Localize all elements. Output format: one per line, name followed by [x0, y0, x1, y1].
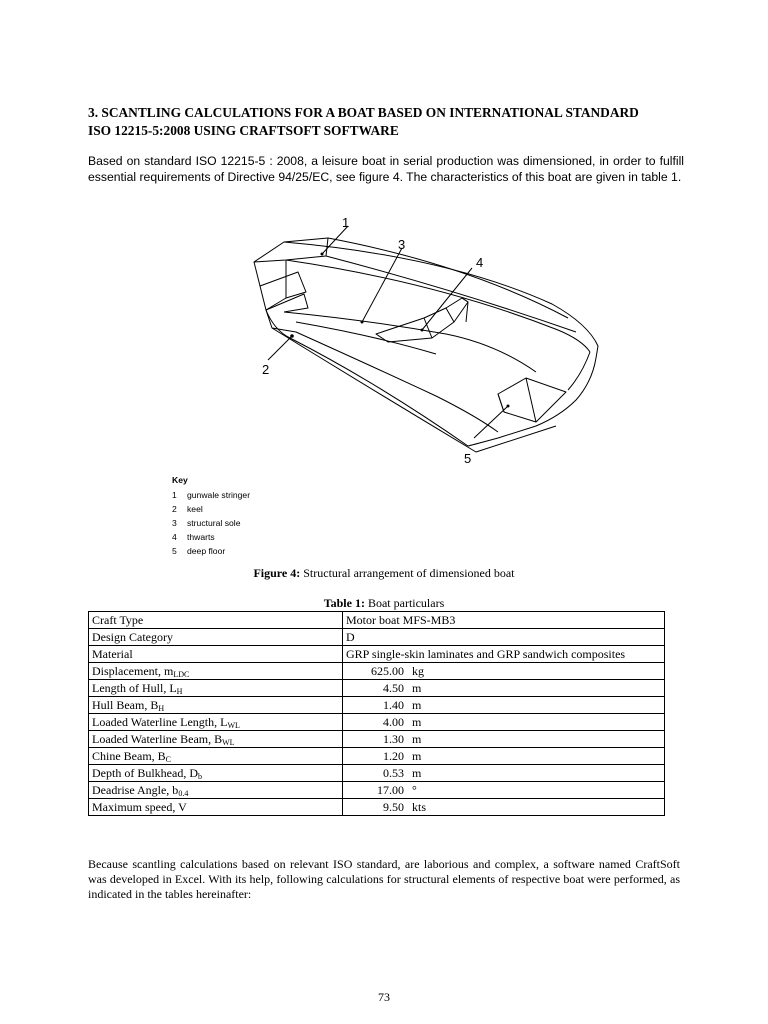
thwart-top: [424, 318, 432, 338]
hull-bottom: [266, 310, 468, 446]
value-unit: m: [412, 698, 422, 712]
label-text: Loaded Waterline Length, L: [92, 715, 228, 729]
table-row: [89, 782, 665, 799]
value-unit: °: [412, 783, 417, 797]
figure-caption-label: Figure 4:: [253, 566, 301, 580]
label-subscript: WL: [222, 738, 235, 747]
boat-drawing: [236, 212, 616, 472]
row-label: [89, 663, 343, 680]
key-item: [172, 544, 372, 558]
key-label: keel: [187, 504, 203, 514]
leader-3: [362, 248, 402, 322]
leader-2: [268, 336, 292, 360]
value-number: 0.53: [383, 766, 404, 780]
key-item: [172, 488, 372, 502]
table-row: [89, 748, 665, 765]
value-number: 1.20: [383, 749, 404, 763]
row-label: [89, 782, 343, 799]
closing-paragraph: Because scantling calculations based on relevant ISO standard, are laborious and complex, a software named CraftSoft was developed in Excel. With its help, following calculations for structural elements of respective boat were performed, as indicated in the tables hereinafter:: [88, 857, 680, 901]
key-number: 3: [172, 518, 177, 528]
value-unit: kts: [412, 800, 427, 814]
label-subscript: LDC: [173, 670, 190, 679]
label-text: Displacement, m: [92, 664, 174, 678]
value-number: 4.00: [383, 715, 404, 729]
table-row: [89, 731, 665, 748]
label-subscript: 0.4: [178, 789, 189, 798]
sheer-line: [284, 242, 598, 358]
stern-floor-2: [266, 294, 308, 312]
deep-floor-inner: [526, 378, 536, 422]
row-label: [89, 629, 343, 646]
key-label: thwarts: [187, 532, 215, 542]
sole-line: [284, 312, 536, 372]
row-value: [343, 799, 665, 816]
row-label: [89, 612, 343, 629]
boat-particulars-table: [88, 611, 665, 816]
label-text: Depth of Bulkhead, D: [92, 766, 198, 780]
table-row: [89, 646, 665, 663]
figure-caption: [0, 566, 768, 581]
heading-line-1: 3. SCANTLING CALCULATIONS FOR A BOAT BASED ON INTERNATIONAL STANDARD: [88, 105, 639, 120]
table-caption-label: Table 1:: [323, 596, 365, 610]
leader-dot-1: [321, 253, 324, 256]
table-row: [89, 714, 665, 731]
label-subscript: C: [165, 755, 172, 764]
value-unit: m: [412, 681, 422, 695]
key-number: 2: [172, 504, 177, 514]
label-subscript: H: [176, 687, 183, 696]
label-subscript: WL: [227, 721, 240, 730]
value-unit: m: [412, 732, 422, 746]
label-text: Deadrise Angle, b: [92, 783, 179, 797]
label-text: Length of Hull, L: [92, 681, 177, 695]
row-value: [343, 765, 665, 782]
key-item: [172, 516, 372, 530]
row-value: [343, 782, 665, 799]
label-text: Loaded Waterline Beam, B: [92, 732, 223, 746]
label-text: Material: [92, 647, 133, 661]
row-value: [343, 731, 665, 748]
gunwale-inner: [328, 238, 568, 318]
thwart-side: [446, 308, 454, 322]
value-number: 17.00: [377, 783, 404, 797]
boat-structure-figure: [236, 212, 616, 472]
value-number: 1.30: [383, 732, 404, 746]
row-label: [89, 680, 343, 697]
row-label: [89, 714, 343, 731]
row-value: [343, 714, 665, 731]
callout-1: 1: [342, 215, 350, 230]
chine-line: [266, 310, 498, 432]
value-unit: m: [412, 715, 422, 729]
row-label: [89, 697, 343, 714]
row-value: [343, 629, 665, 646]
value-unit: m: [412, 766, 422, 780]
table-row: [89, 697, 665, 714]
section-heading: [88, 104, 688, 140]
page-number: 73: [378, 990, 390, 1004]
transom-face: [254, 260, 286, 310]
row-value: [343, 646, 665, 663]
value-number: 9.50: [383, 800, 404, 814]
key-item: [172, 530, 372, 544]
row-value: [343, 748, 665, 765]
key-label: deep floor: [187, 546, 226, 556]
key-number: 1: [172, 490, 177, 500]
label-text: Maximum speed, V: [92, 800, 187, 814]
value-text: GRP single-skin laminates and GRP sandwich composites: [346, 647, 626, 661]
value-text: Motor boat MFS-MB3: [346, 613, 456, 627]
sole-edge: [296, 322, 436, 354]
stern-floor: [260, 272, 306, 298]
transom-outline: [254, 238, 328, 262]
label-subscript: H: [158, 704, 165, 713]
leader-dot-2: [290, 334, 294, 338]
label-text: Design Category: [92, 630, 173, 644]
table-caption-text: Boat particulars: [364, 596, 445, 610]
table-row: [89, 612, 665, 629]
row-label: [89, 731, 343, 748]
deep-floor-base: [498, 394, 504, 412]
table-row: [89, 680, 665, 697]
callout-5: 5: [464, 451, 472, 466]
row-value: [343, 680, 665, 697]
heading-line-2: ISO 12215-5:2008 USING CRAFTSOFT SOFTWARE: [88, 123, 399, 138]
label-text: Chine Beam, B: [92, 749, 166, 763]
callout-4: 4: [476, 255, 484, 270]
callout-3: 3: [398, 237, 406, 252]
table-row: [89, 663, 665, 680]
leader-4: [422, 268, 472, 330]
row-value: [343, 663, 665, 680]
row-label: [89, 748, 343, 765]
table-row: [89, 799, 665, 816]
key-label: structural sole: [187, 518, 241, 528]
row-label: [89, 799, 343, 816]
leader-dot-3: [361, 321, 364, 324]
table-caption: [0, 596, 768, 611]
label-subscript: b: [197, 772, 202, 781]
figure-key: [172, 473, 372, 558]
value-unit: kg: [412, 664, 424, 678]
row-value: [343, 612, 665, 629]
figure-caption-text: Structural arrangement of dimensioned boat: [300, 566, 515, 580]
row-label: [89, 646, 343, 663]
key-label: gunwale stringer: [187, 490, 251, 500]
value-text: D: [346, 630, 355, 644]
row-label: [89, 765, 343, 782]
row-value: [343, 697, 665, 714]
leader-5: [474, 406, 508, 438]
key-title: Key: [172, 475, 188, 485]
value-number: 625.00: [371, 664, 404, 678]
key-number: 4: [172, 532, 177, 542]
label-text: Hull Beam, B: [92, 698, 159, 712]
value-unit: m: [412, 749, 422, 763]
leader-dot-4: [421, 329, 424, 332]
key-number: 5: [172, 546, 177, 556]
label-text: Craft Type: [92, 613, 144, 627]
table-row: [89, 765, 665, 782]
value-number: 1.40: [383, 698, 404, 712]
bow-outline: [468, 358, 596, 446]
leader-1: [322, 226, 348, 254]
key-item: [172, 502, 372, 516]
leader-dot-5: [507, 405, 510, 408]
table-row: [89, 629, 665, 646]
value-number: 4.50: [383, 681, 404, 695]
callout-2: 2: [262, 362, 270, 377]
intro-paragraph: Based on standard ISO 12215-5 : 2008, a leisure boat in serial production was dimensioned, in order to fulfill essential requirements of Directive 94/25/EC, see figure 4. The characteristics of this boat are given in table 1.: [88, 154, 684, 184]
